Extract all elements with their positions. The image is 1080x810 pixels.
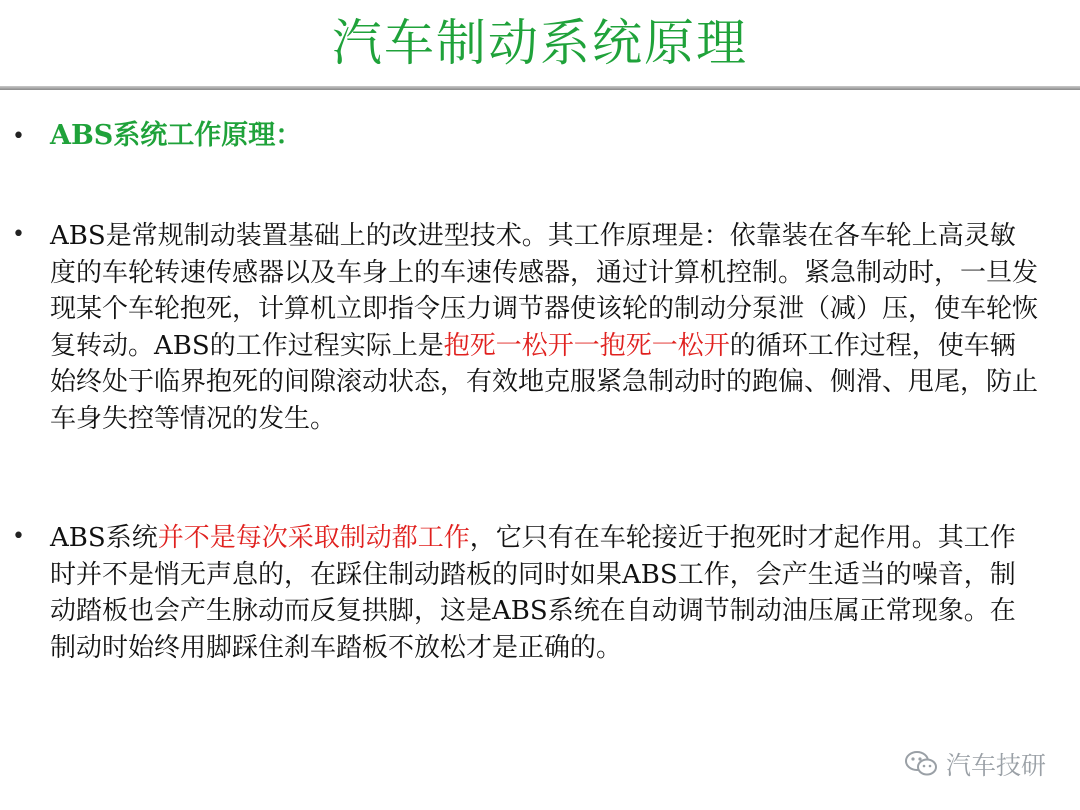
bullet-dot: • <box>12 124 25 149</box>
paragraph-1-text-b: 的循环工作过程，使车辆始终处于临界抱死的间隙滚动状态，有效地克服紧急制动时的跑偏、侧滑、甩尾，防止车身失控等情况的发生。 <box>50 330 1039 434</box>
paragraph-1 <box>50 218 1040 437</box>
paragraph-1-text-a: ABS是常规制动装置基础上的改进型技术。其工作原理是：依靠装在各车轮上高灵敏度的车轮转速传感器以及车身上的车速传感器，通过计算机控制。紧急制动时，一旦发现某个车轮抱死，计算机立即指令压力调节器使该轮的制动分泵泄（减）压，使车轮恢复转动。ABS的工作过程实际上是 <box>50 221 1039 361</box>
watermark <box>904 746 1046 782</box>
wechat-icon <box>904 749 938 779</box>
paragraph-2-text-b: ，它只有在车轮接近于抱死时才起作用。其工作时并不是悄无声息的，在踩住制动踏板的同时如果ABS工作，会产生适当的噪音，制动踏板也会产生脉动而反复拱脚，这是ABS系统在自动调节制动油压属正常现象。在制动时始终用脚踩住刹车踏板不放松才是正确的。 <box>50 523 1016 663</box>
paragraph-2-highlight: 并不是每次采取制动都工作 <box>157 523 470 553</box>
bullet-dot: • <box>12 524 25 549</box>
title-bar <box>0 0 1080 86</box>
paragraph-2 <box>50 520 1040 666</box>
bullet-dot: • <box>12 222 25 247</box>
watermark-text: 汽车技研 <box>945 751 1046 780</box>
paragraph-1-highlight: 抱死一松开一抱死一松开 <box>443 330 730 361</box>
paragraph-2-text-a: ABS系统 <box>50 523 158 553</box>
page-title: 汽车制动系统原理 <box>332 14 748 72</box>
section-heading: ABS系统工作原理： <box>50 120 303 151</box>
title-divider <box>0 86 1080 90</box>
